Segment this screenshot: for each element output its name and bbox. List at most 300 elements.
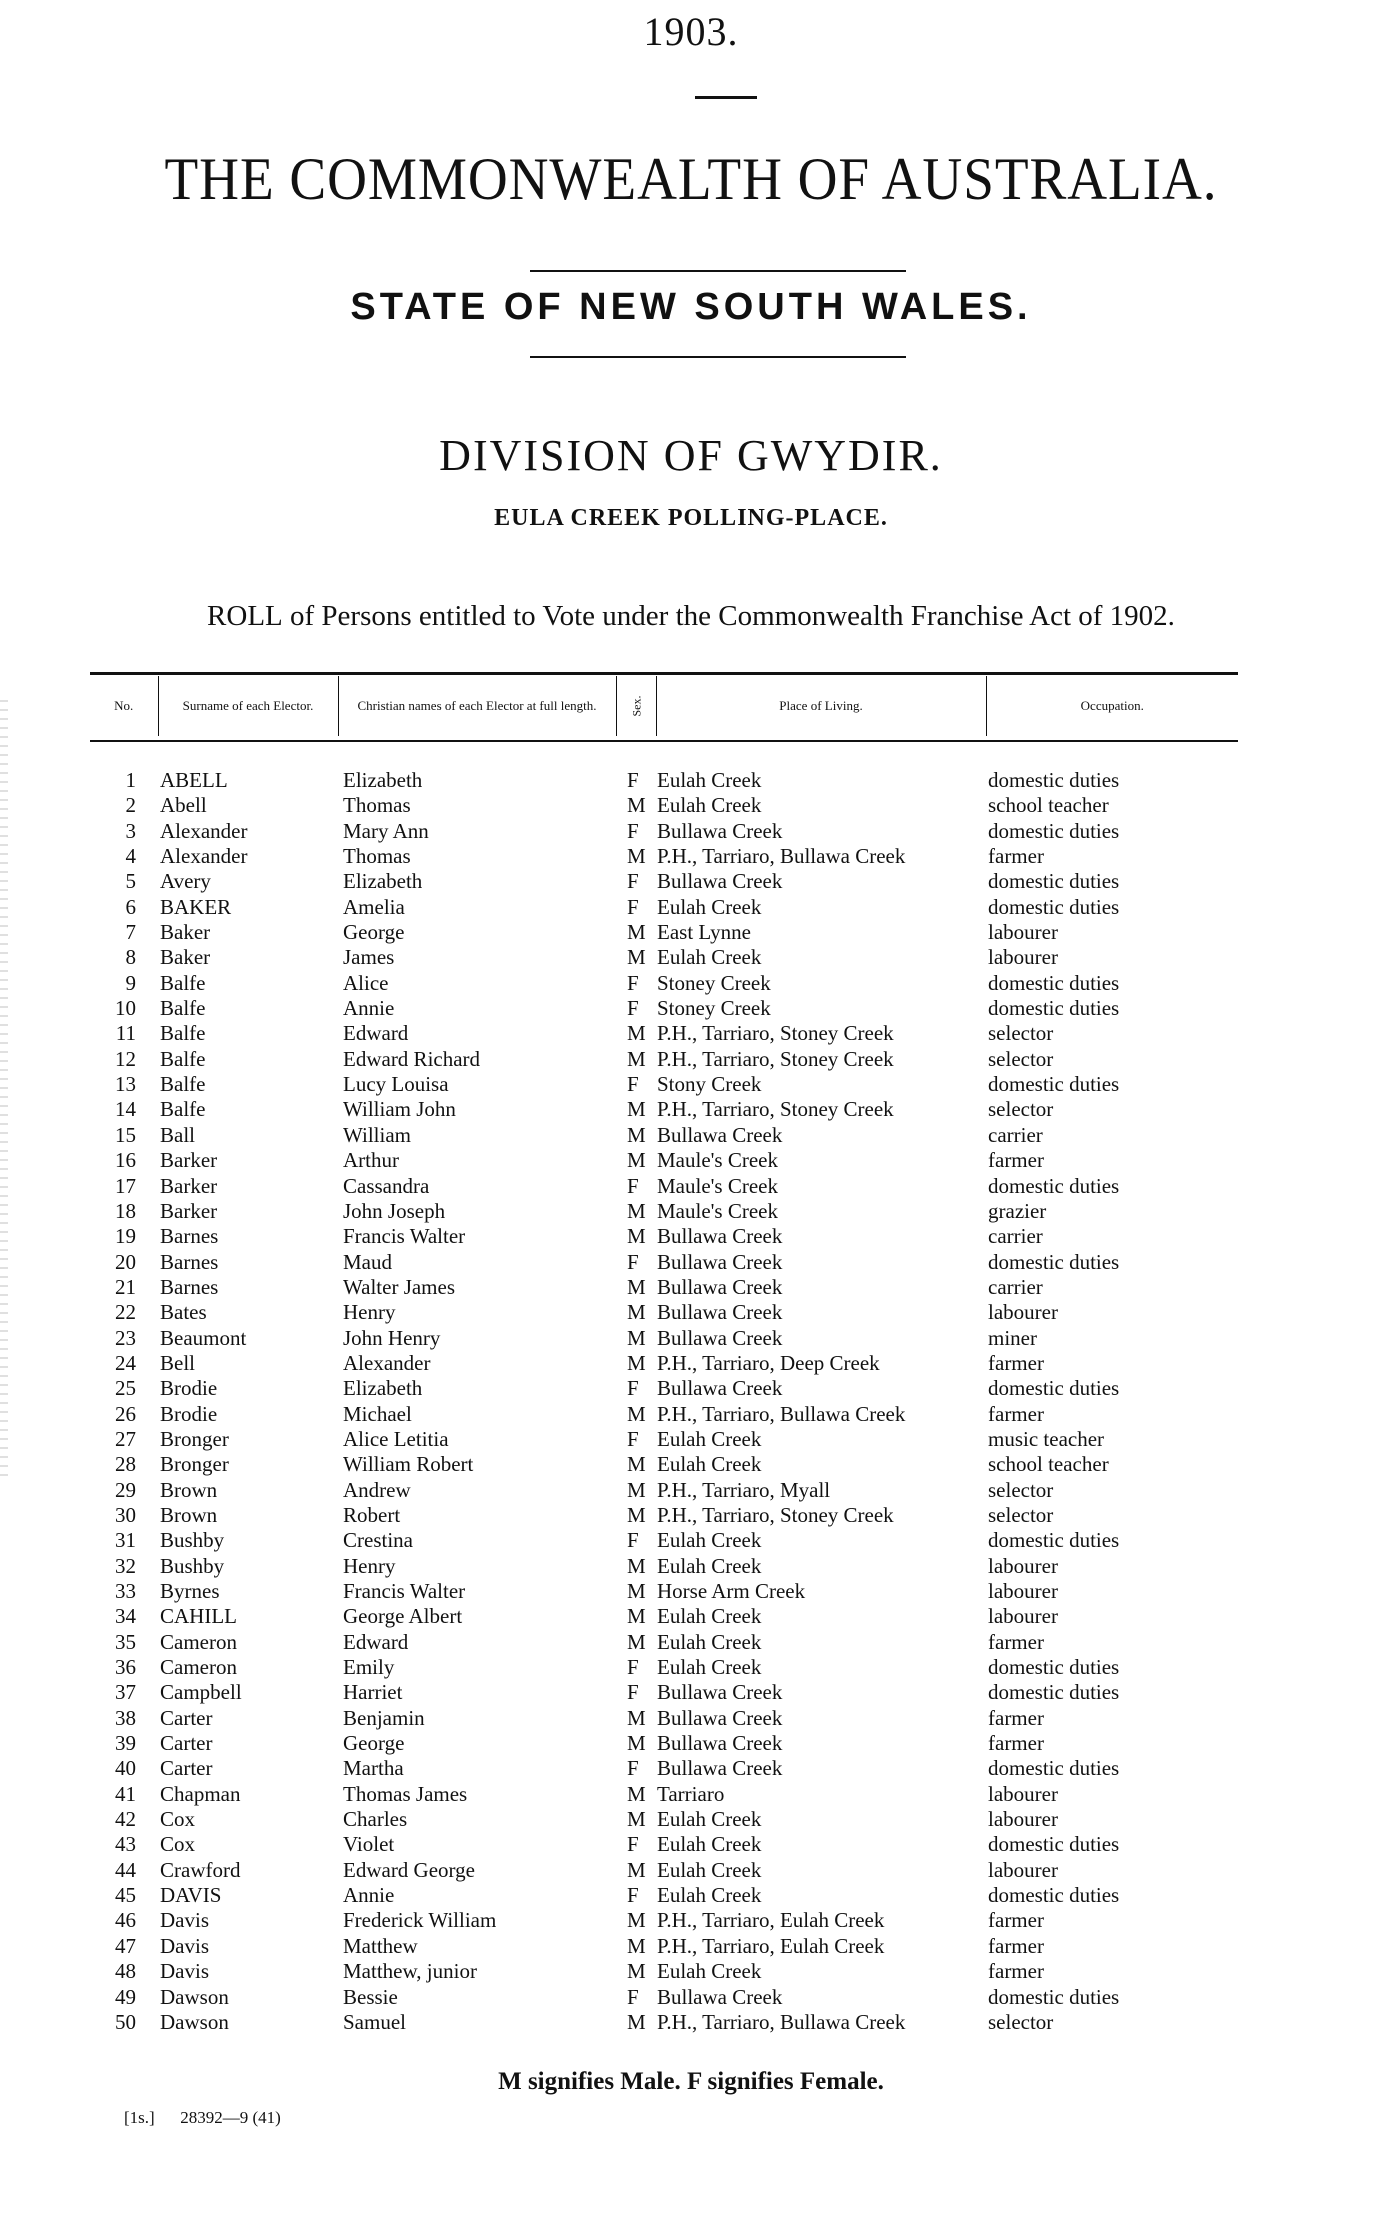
elector-row [0,1579,1382,1604]
elector-number: 16 [115,1148,136,1173]
table-top-rule [90,672,1238,675]
elector-place: Bullawa Creek [657,1300,783,1325]
elector-sex: F [627,1832,639,1857]
elector-occupation: domestic duties [988,1655,1120,1680]
elector-number: 14 [115,1097,136,1122]
elector-sex: M [627,2009,646,2034]
elector-christian-names: Francis Walter [343,1224,466,1249]
elector-number: 32 [115,1553,136,1578]
elector-place: P.H., Tarriaro, Deep Creek [657,1350,880,1375]
elector-row [0,1883,1382,1908]
elector-number: 31 [115,1528,136,1553]
elector-sex: F [627,1249,639,1274]
elector-number: 41 [115,1781,136,1806]
elector-christian-names: Edward George [343,1857,475,1882]
elector-christian-names: Thomas James [343,1781,468,1806]
elector-place: Stoney Creek [657,996,771,1021]
elector-surname: Baker [160,920,211,945]
elector-sex: F [627,1680,639,1705]
elector-number: 1 [125,768,136,792]
elector-occupation: selector [988,1477,1054,1502]
elector-occupation: domestic duties [988,1528,1120,1553]
elector-surname: Balfe [160,996,206,1021]
elector-christian-names: Mary Ann [343,818,429,843]
elector-occupation: music teacher [988,1426,1105,1451]
elector-place: P.H., Tarriaro, Stoney Creek [657,1021,894,1046]
elector-surname: Campbell [160,1680,242,1705]
elector-surname: Dawson [160,1984,229,2009]
elector-surname: Alexander [160,818,248,843]
elector-sex: M [627,1604,646,1629]
table-header-bottom-rule [90,740,1238,742]
elector-occupation: labourer [988,1604,1058,1629]
elector-christian-names: Andrew [343,1477,411,1502]
elector-sex: M [627,1452,646,1477]
elector-row [0,1680,1382,1705]
elector-occupation: labourer [988,1553,1058,1578]
elector-row [0,1199,1382,1224]
elector-surname: Davis [160,1959,209,1984]
elector-occupation: domestic duties [988,1883,1120,1908]
elector-place: Eulah Creek [657,894,762,919]
elector-place: Bullawa Creek [657,1224,783,1249]
elector-sex: F [627,1376,639,1401]
elector-christian-names: Annie [343,1883,395,1908]
elector-christian-names: Emily [343,1655,395,1680]
elector-occupation: grazier [988,1198,1047,1223]
elector-surname: Brown [160,1477,218,1502]
elector-surname: Alexander [160,844,248,869]
elector-surname: Dawson [160,2009,229,2034]
elector-surname: CAHILL [160,1604,237,1629]
elector-occupation: domestic duties [988,1249,1120,1274]
elector-row [0,1604,1382,1629]
elector-surname: Crawford [160,1857,241,1882]
elector-surname: Byrnes [160,1579,220,1603]
elector-occupation: domestic duties [988,1832,1120,1857]
elector-place: Tarriaro [657,1781,725,1806]
elector-number: 48 [115,1959,136,1984]
elector-surname: Beaumont [160,1325,247,1350]
elector-occupation: domestic duties [988,1173,1120,1198]
elector-occupation: labourer [988,945,1058,970]
elector-place: P.H., Tarriaro, Stoney Creek [657,1097,894,1122]
elector-sex: M [627,793,646,818]
elector-place: P.H., Tarriaro, Stoney Creek [657,1502,894,1527]
elector-number: 21 [115,1274,136,1299]
elector-number: 13 [115,1072,136,1097]
column-header-christian-names: Christian names of each Elector at full length. [338,676,616,736]
elector-place: Bullawa Creek [657,1325,783,1350]
elector-place: Bullawa Creek [657,1122,783,1147]
elector-sex: M [627,1046,646,1071]
elector-place: P.H., Tarriaro, Eulah Creek [657,1933,885,1958]
elector-place: Bullawa Creek [657,1756,783,1781]
elector-row [0,996,1382,1021]
elector-sex: F [627,1883,639,1908]
elector-surname: Davis [160,1933,209,1958]
state-heading: STATE OF NEW SOUTH WALES. [350,286,1032,328]
elector-christian-names: Elizabeth [343,869,423,894]
elector-occupation: farmer [988,1401,1044,1426]
elector-occupation: labourer [988,1781,1058,1806]
elector-row [0,895,1382,920]
elector-sex: F [627,1528,639,1553]
elector-surname: Baker [160,945,211,970]
elector-sex: M [627,1097,646,1122]
elector-row [0,2010,1382,2035]
elector-surname: Carter [160,1756,213,1781]
elector-sex: M [627,1477,646,1502]
elector-place: Eulah Creek [657,1857,762,1882]
elector-row [0,1300,1382,1325]
elector-row [0,1123,1382,1148]
elector-occupation: school teacher [988,793,1109,818]
elector-row [0,1452,1382,1477]
elector-surname: Ball [160,1122,195,1147]
elector-occupation: farmer [988,1933,1044,1958]
elector-occupation: domestic duties [988,970,1120,995]
elector-row [0,1503,1382,1528]
elector-surname: Balfe [160,1072,206,1097]
elector-surname: ABELL [160,768,228,792]
elector-number: 12 [115,1046,136,1071]
elector-christian-names: William [343,1122,411,1147]
column-header-row [90,676,1238,736]
elector-christian-names: William Robert [343,1452,474,1477]
elector-place: Eulah Creek [657,1959,762,1984]
elector-place: Eulah Creek [657,1832,762,1857]
elector-number: 34 [115,1604,136,1629]
elector-number: 43 [115,1832,136,1857]
elector-christian-names: James [343,945,395,970]
elector-occupation: selector [988,1021,1054,1046]
elector-place: P.H., Tarriaro, Stoney Creek [657,1046,894,1071]
elector-place: Stony Creek [657,1072,762,1097]
elector-christian-names: Elizabeth [343,1376,423,1401]
elector-row [0,1376,1382,1401]
elector-christian-names: Robert [343,1502,401,1527]
elector-sex: M [627,1224,646,1249]
elector-row [0,1959,1382,1984]
elector-occupation: domestic duties [988,894,1120,919]
elector-christian-names: John Henry [343,1325,441,1350]
elector-row [0,1478,1382,1503]
elector-surname: Brodie [160,1401,218,1426]
elector-surname: Balfe [160,970,206,995]
elector-surname: DAVIS [160,1883,222,1908]
elector-sex: F [627,818,639,843]
elector-number: 3 [125,818,136,843]
year-divider [695,96,757,99]
state-rule-bottom [530,356,906,358]
elector-christian-names: Henry [343,1553,396,1578]
elector-surname: Bates [160,1300,207,1325]
elector-row [0,1072,1382,1097]
elector-place: East Lynne [657,920,751,945]
elector-row [0,1275,1382,1300]
elector-surname: Cameron [160,1655,237,1680]
elector-row [0,1021,1382,1046]
elector-sex: M [627,844,646,869]
elector-occupation: farmer [988,1350,1044,1375]
elector-surname: Barnes [160,1249,219,1274]
elector-number: 44 [115,1857,136,1882]
elector-christian-names: Henry [343,1300,396,1325]
elector-sex: F [627,1655,639,1680]
elector-sex: M [627,920,646,945]
elector-christian-names: George [343,920,405,945]
elector-number: 10 [115,996,136,1021]
elector-number: 39 [115,1731,136,1756]
elector-sex: F [627,1426,639,1451]
elector-surname: Abell [160,793,207,818]
elector-sex: M [627,1401,646,1426]
elector-christian-names: Benjamin [343,1705,425,1730]
elector-place: Eulah Creek [657,1604,762,1629]
elector-sex: M [627,1021,646,1046]
elector-sex: F [627,869,639,894]
elector-row [0,1832,1382,1857]
elector-place: P.H., Tarriaro, Bullawa Creek [657,1401,906,1426]
elector-place: P.H., Tarriaro, Myall [657,1477,831,1502]
elector-christian-names: Walter James [343,1274,456,1299]
elector-sex: M [627,1705,646,1730]
elector-christian-names: Arthur [343,1148,399,1173]
elector-place: Eulah Creek [657,1553,762,1578]
elector-christian-names: Cassandra [343,1173,430,1198]
elector-number: 22 [115,1300,136,1325]
elector-sex: M [627,1933,646,1958]
elector-row [0,869,1382,894]
elector-sex: M [627,1857,646,1882]
roll-title [0,600,1382,633]
elector-sex: M [627,1325,646,1350]
elector-occupation: miner [988,1325,1037,1350]
elector-place: P.H., Tarriaro, Bullawa Creek [657,844,906,869]
elector-row [0,971,1382,996]
elector-occupation: selector [988,1097,1054,1122]
document-year: 1903. [643,9,739,54]
elector-row [0,768,1382,793]
elector-row [0,819,1382,844]
elector-place: Bullawa Creek [657,1705,783,1730]
elector-row [0,945,1382,970]
elector-number: 15 [115,1122,136,1147]
elector-christian-names: John Joseph [343,1198,446,1223]
elector-number: 18 [115,1198,136,1223]
elector-sex: M [627,1300,646,1325]
elector-row [0,1706,1382,1731]
elector-surname: Brown [160,1502,218,1527]
elector-row [0,1174,1382,1199]
elector-row [0,1985,1382,2010]
elector-occupation: carrier [988,1224,1043,1249]
elector-sex: M [627,945,646,970]
elector-row [0,1402,1382,1427]
elector-number: 17 [115,1173,136,1198]
elector-surname: Chapman [160,1781,241,1806]
elector-row [0,1782,1382,1807]
elector-occupation: carrier [988,1122,1043,1147]
elector-sex: M [627,1148,646,1173]
elector-place: Maule's Creek [657,1173,778,1198]
elector-place: Eulah Creek [657,1883,762,1908]
elector-place: Eulah Creek [657,1452,762,1477]
division-heading: DIVISION OF GWYDIR. [439,431,943,480]
elector-surname: Avery [160,869,211,894]
elector-sex: M [627,1502,646,1527]
elector-christian-names: Maud [343,1249,392,1274]
elector-occupation: labourer [988,1857,1058,1882]
elector-row [0,1148,1382,1173]
elector-place: Bullawa Creek [657,1680,783,1705]
elector-occupation: domestic duties [988,768,1120,792]
elector-sex: M [627,1122,646,1147]
elector-row [0,793,1382,818]
elector-surname: Cameron [160,1629,237,1654]
elector-sex: M [627,1579,646,1603]
column-header-sex-label: Sex. [629,695,643,717]
elector-place: Eulah Creek [657,1629,762,1654]
elector-number: 4 [125,844,136,869]
elector-sex: F [627,996,639,1021]
elector-sex: M [627,1198,646,1223]
elector-row [0,1427,1382,1452]
elector-number: 37 [115,1680,136,1705]
elector-surname: Davis [160,1908,209,1933]
elector-surname: Barker [160,1148,218,1173]
elector-place: P.H., Tarriaro, Eulah Creek [657,1908,885,1933]
elector-christian-names: Frederick William [343,1908,497,1933]
elector-row [0,1858,1382,1883]
elector-sex: F [627,768,639,792]
print-reference [124,2108,281,2128]
elector-place: Eulah Creek [657,945,762,970]
elector-number: 2 [125,793,136,818]
elector-sex: F [627,1072,639,1097]
elector-christian-names: Alice Letitia [343,1426,449,1451]
elector-surname: Barnes [160,1224,219,1249]
elector-number: 20 [115,1249,136,1274]
elector-occupation: domestic duties [988,1376,1120,1401]
elector-list [0,768,1382,2035]
elector-occupation: school teacher [988,1452,1109,1477]
roll-title-text: of Persons entitled to Vote under the Commonwealth Franchise Act of 1902. [282,600,1175,632]
elector-row [0,1097,1382,1122]
elector-occupation: farmer [988,1705,1044,1730]
elector-place: Horse Arm Creek [657,1579,806,1603]
elector-occupation: farmer [988,1731,1044,1756]
elector-number: 23 [115,1325,136,1350]
elector-place: Eulah Creek [657,793,762,818]
elector-christian-names: Elizabeth [343,768,423,792]
elector-christian-names: Harriet [343,1680,403,1705]
elector-christian-names: Charles [343,1807,408,1832]
elector-sex: M [627,1629,646,1654]
elector-christian-names: Amelia [343,894,405,919]
elector-sex: F [627,1173,639,1198]
elector-christian-names: Michael [343,1401,412,1426]
column-header-occupation: Occupation. [986,676,1238,736]
elector-place: Bullawa Creek [657,1731,783,1756]
elector-surname: Carter [160,1705,213,1730]
elector-surname: Bell [160,1350,195,1375]
elector-number: 26 [115,1401,136,1426]
elector-christian-names: George Albert [343,1604,463,1629]
elector-christian-names: George [343,1731,405,1756]
elector-surname: Bushby [160,1553,225,1578]
elector-place: Maule's Creek [657,1198,778,1223]
elector-number: 50 [115,2009,136,2034]
elector-sex: M [627,1731,646,1756]
elector-row [0,1934,1382,1959]
elector-place: Eulah Creek [657,1528,762,1553]
elector-christian-names: Edward [343,1021,409,1046]
elector-sex: M [627,1553,646,1578]
elector-row [0,1351,1382,1376]
elector-number: 40 [115,1756,136,1781]
elector-place: Bullawa Creek [657,818,783,843]
elector-sex: M [627,1807,646,1832]
elector-number: 24 [115,1350,136,1375]
elector-surname: Bronger [160,1426,229,1451]
elector-occupation: domestic duties [988,1984,1120,2009]
elector-christian-names: Edward [343,1629,409,1654]
elector-number: 5 [125,869,136,894]
elector-surname: Barker [160,1198,218,1223]
elector-place: Eulah Creek [657,768,762,792]
elector-surname: Bronger [160,1452,229,1477]
document-title: THE COMMONWEALTH OF AUSTRALIA. [164,146,1218,212]
elector-row [0,1250,1382,1275]
elector-place: Eulah Creek [657,1426,762,1451]
elector-row [0,1630,1382,1655]
elector-row [0,1326,1382,1351]
elector-number: 38 [115,1705,136,1730]
elector-place: P.H., Tarriaro, Bullawa Creek [657,2009,906,2034]
elector-christian-names: Crestina [343,1528,413,1553]
elector-surname: Balfe [160,1021,206,1046]
elector-row [0,1807,1382,1832]
elector-number: 6 [125,894,136,919]
elector-sex: M [627,1908,646,1933]
elector-surname: Brodie [160,1376,218,1401]
elector-place: Stoney Creek [657,970,771,995]
column-header-surname: Surname of each Elector. [158,676,338,736]
elector-occupation: domestic duties [988,1072,1120,1097]
elector-surname: BAKER [160,894,232,919]
elector-number: 7 [125,920,136,945]
elector-row [0,1554,1382,1579]
elector-occupation: labourer [988,1579,1058,1603]
elector-christian-names: Annie [343,996,395,1021]
elector-number: 8 [125,945,136,970]
elector-number: 9 [125,970,136,995]
elector-christian-names: Lucy Louisa [343,1072,449,1097]
polling-place-heading: EULA CREEK POLLING-PLACE. [494,505,888,531]
elector-christian-names: Francis Walter [343,1579,466,1603]
elector-place: Maule's Creek [657,1148,778,1173]
elector-surname: Cox [160,1832,196,1857]
elector-occupation: farmer [988,1629,1044,1654]
elector-place: Eulah Creek [657,1807,762,1832]
print-ref-number: 28392—9 (41) [180,2108,281,2127]
elector-place: Bullawa Creek [657,1274,783,1299]
elector-sex: M [627,1959,646,1984]
elector-christian-names: Martha [343,1756,404,1781]
elector-row [0,1731,1382,1756]
